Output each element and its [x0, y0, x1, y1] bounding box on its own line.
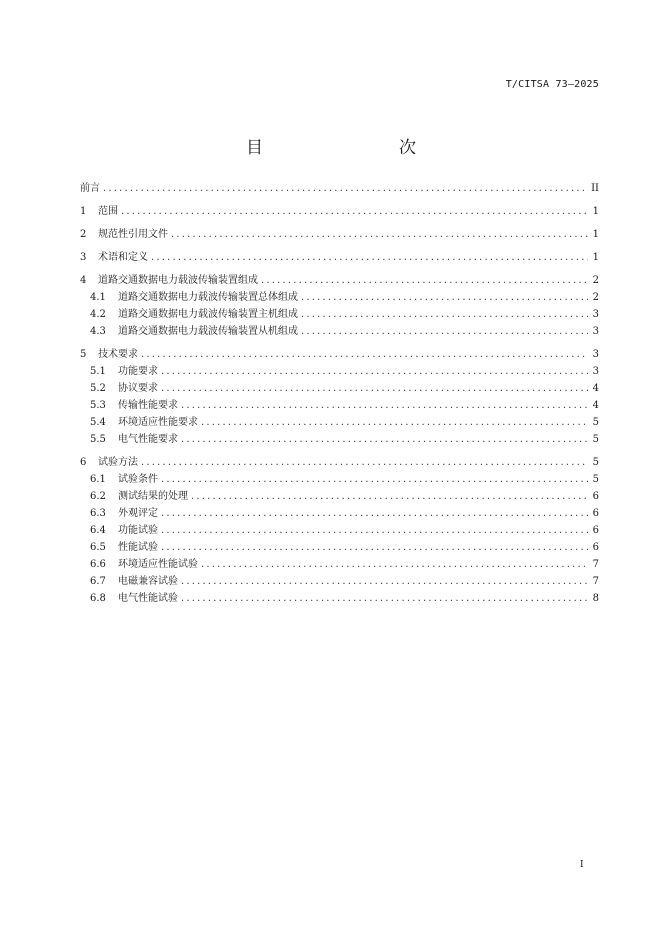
toc-entry-number: 6.1 [90, 474, 106, 485]
dot-leader [141, 456, 588, 469]
toc-entry-number: 5 [80, 349, 87, 360]
toc-subentry[interactable] [80, 416, 599, 429]
toc-entry-label: 电气性能试验 [118, 593, 178, 604]
toc-entry-page: 3 [592, 309, 599, 320]
toc-entry-page: 3 [592, 366, 599, 377]
dot-leader [161, 365, 588, 378]
toc-entry[interactable] [80, 456, 599, 469]
document-code: T/CITSA 73—2025 [505, 79, 599, 90]
toc-entry-label: 规范性引用文件 [98, 229, 168, 240]
toc-entry-page: 7 [592, 559, 599, 570]
toc-subentry[interactable] [80, 473, 599, 486]
toc-entry-number: 6.7 [90, 576, 106, 587]
toc-entry-page: 6 [592, 542, 599, 553]
toc-subentry[interactable] [80, 433, 599, 446]
toc-entry[interactable] [80, 228, 599, 241]
toc-entry-label: 环境适应性能要求 [118, 417, 198, 428]
page-number: I [580, 860, 584, 870]
toc-entry-number: 1 [80, 206, 87, 217]
toc-entry[interactable] [80, 251, 599, 264]
toc-entry-page: 5 [592, 457, 599, 468]
toc-entry-label: 传输性能要求 [118, 400, 178, 411]
dot-leader [261, 274, 588, 287]
dot-leader [161, 473, 588, 486]
toc-entry[interactable] [80, 348, 599, 361]
toc-entry-label: 环境适应性能试验 [118, 559, 198, 570]
toc-entry-page: 5 [592, 434, 599, 445]
toc-entry-label: 道路交通数据电力载波传输装置主机组成 [118, 309, 298, 320]
toc-subentry[interactable] [80, 490, 599, 503]
toc-entry-number: 6 [80, 457, 87, 468]
toc-subentry[interactable] [80, 507, 599, 520]
toc-entry-number: 6.3 [90, 508, 106, 519]
dot-leader [161, 507, 588, 520]
toc-entry-page: 6 [592, 491, 599, 502]
toc-subentry[interactable] [80, 291, 599, 304]
toc-entry-label: 协议要求 [118, 383, 158, 394]
toc-entry-label: 技术要求 [98, 349, 138, 360]
dot-leader [301, 325, 588, 338]
toc-entry-page: 5 [592, 417, 599, 428]
toc-entry-number: 4 [80, 275, 87, 286]
toc-entry-page: 5 [592, 474, 599, 485]
toc-subentry[interactable] [80, 524, 599, 537]
table-of-contents [80, 182, 599, 605]
toc-entry-page: 6 [592, 508, 599, 519]
toc-entry-label: 功能要求 [118, 366, 158, 377]
toc-entry-number: 6.6 [90, 559, 106, 570]
toc-entry-label: 道路交通数据电力载波传输装置组成 [98, 275, 258, 286]
toc-subentry[interactable] [80, 325, 599, 338]
toc-subentry[interactable] [80, 575, 599, 588]
toc-subentry[interactable] [80, 365, 599, 378]
dot-leader [151, 251, 588, 264]
toc-subentry[interactable] [80, 308, 599, 321]
dot-leader [161, 541, 588, 554]
toc-entry-number: 6.4 [90, 525, 106, 536]
toc-entry-page: 2 [592, 275, 599, 286]
toc-entry-number: 3 [80, 252, 87, 263]
toc-subentry[interactable] [80, 382, 599, 395]
toc-entry-number: 5.3 [90, 400, 106, 411]
dot-leader [181, 592, 588, 605]
toc-entry-label: 试验条件 [118, 474, 158, 485]
dot-leader [181, 575, 588, 588]
toc-entry-label: 电磁兼容试验 [118, 576, 178, 587]
toc-entry-page: 1 [592, 206, 599, 217]
toc-entry-number: 5.4 [90, 417, 106, 428]
dot-leader [181, 433, 588, 446]
toc-entry-page: 2 [592, 292, 599, 303]
toc-entry-number: 5.2 [90, 383, 106, 394]
toc-entry-label: 道路交通数据电力载波传输装置总体组成 [118, 292, 298, 303]
toc-entry[interactable] [80, 274, 599, 287]
dot-leader [201, 558, 588, 571]
toc-entry-label: 测试结果的处理 [118, 491, 188, 502]
toc-entry-page: 4 [592, 383, 599, 394]
dot-leader [201, 416, 588, 429]
toc-entry-page: 6 [592, 525, 599, 536]
toc-entry-label: 范围 [98, 206, 118, 217]
toc-entry-number: 6.5 [90, 542, 106, 553]
dot-leader [181, 399, 588, 412]
toc-entry-number: 2 [80, 229, 87, 240]
toc-entry[interactable] [80, 205, 599, 218]
toc-subentry[interactable] [80, 541, 599, 554]
dot-leader [161, 524, 588, 537]
toc-entry-page: 8 [592, 593, 599, 604]
page-title: 目 次 [246, 138, 450, 158]
toc-entry-page: 1 [592, 229, 599, 240]
dot-leader [171, 228, 588, 241]
toc-entry-page: 1 [592, 252, 599, 263]
toc-entry-page: 3 [592, 326, 599, 337]
dot-leader [301, 308, 588, 321]
toc-entry-label: 术语和定义 [98, 252, 148, 263]
toc-entry-label: 外观评定 [118, 508, 158, 519]
toc-entry-label: 功能试验 [118, 525, 158, 536]
toc-entry-number: 6.8 [90, 593, 106, 604]
dot-leader [141, 348, 588, 361]
toc-entry-label: 电气性能要求 [118, 434, 178, 445]
dot-leader [191, 490, 588, 503]
toc-entry-page: 7 [592, 576, 599, 587]
toc-entry-page: 3 [592, 349, 599, 360]
toc-entry-number: 4.2 [90, 309, 106, 320]
dot-leader [103, 182, 588, 195]
dot-leader [161, 382, 588, 395]
toc-entry[interactable] [80, 182, 599, 195]
toc-subentry[interactable] [80, 592, 599, 605]
toc-entry-page: II [591, 183, 599, 194]
toc-entry-label: 性能试验 [118, 542, 158, 553]
toc-subentry[interactable] [80, 558, 599, 571]
toc-entry-number: 4.3 [90, 326, 106, 337]
toc-entry-number: 5.1 [90, 366, 106, 377]
toc-entry-label: 前言 [80, 183, 100, 194]
toc-entry-page: 4 [592, 400, 599, 411]
dot-leader [301, 291, 588, 304]
toc-entry-number: 4.1 [90, 292, 106, 303]
toc-entry-number: 5.5 [90, 434, 106, 445]
toc-entry-number: 6.2 [90, 491, 106, 502]
toc-entry-label: 道路交通数据电力载波传输装置从机组成 [118, 326, 298, 337]
toc-entry-label: 试验方法 [98, 457, 138, 468]
dot-leader [121, 205, 588, 218]
toc-subentry[interactable] [80, 399, 599, 412]
